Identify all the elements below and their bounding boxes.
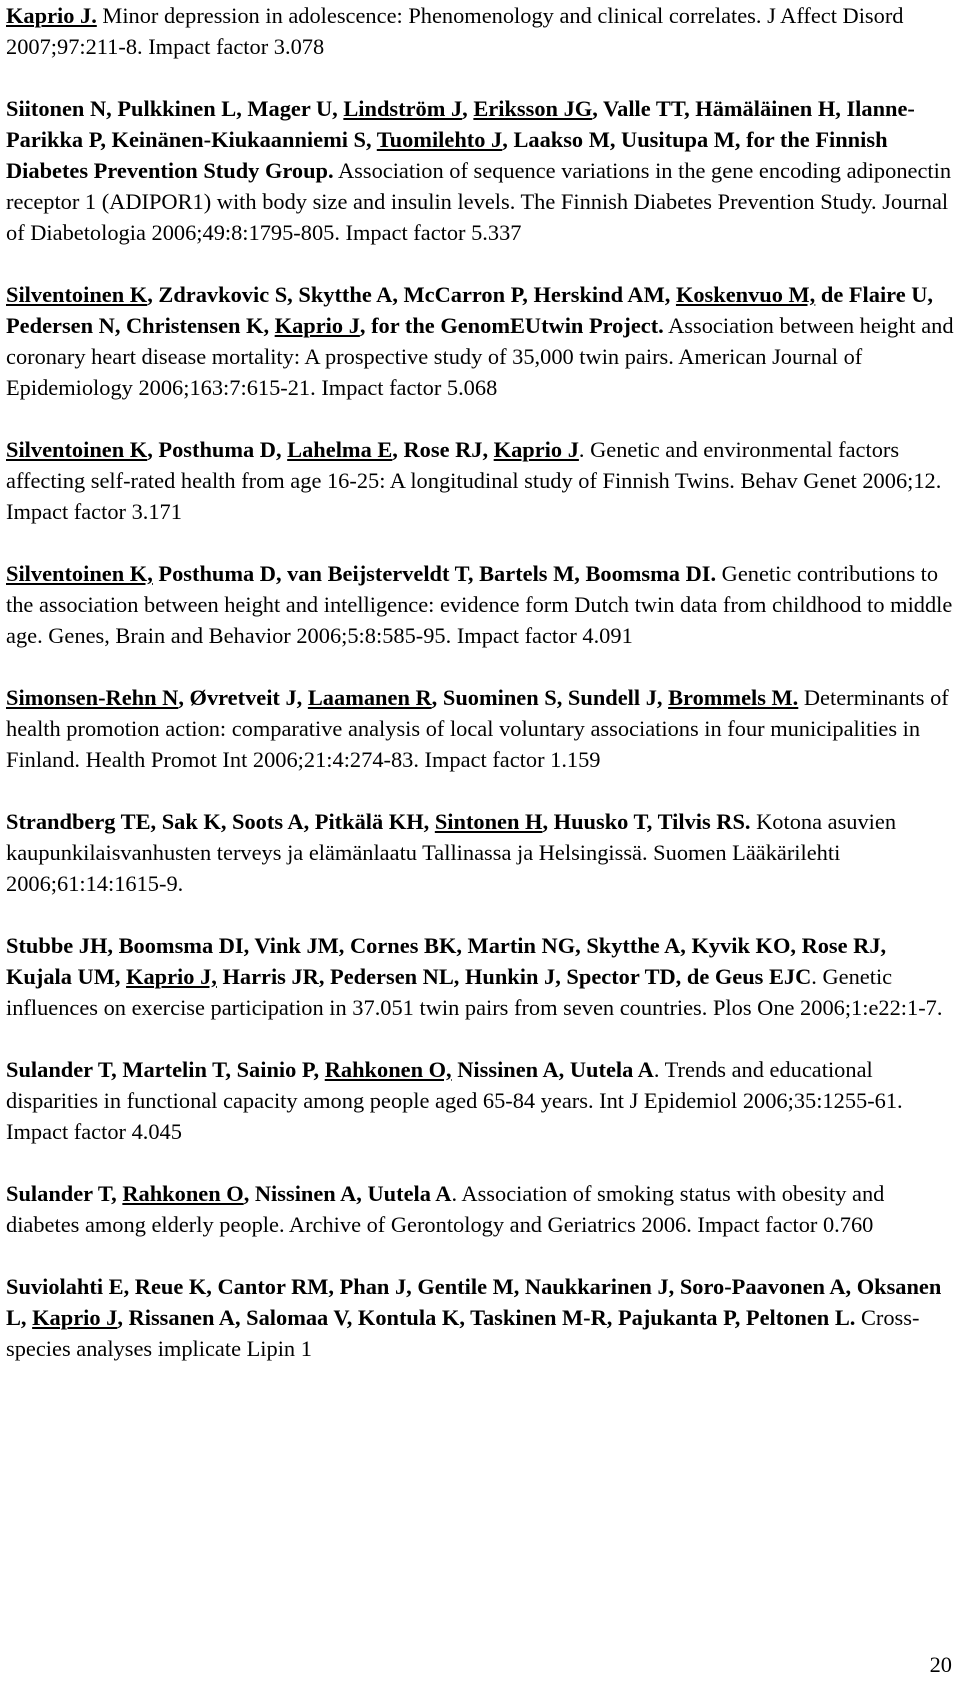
reference-entry	[6, 1178, 954, 1240]
citation-text: . Genetic and environmental factors affecting self-rated health from age 16-25: A longitudinal study of Finnish Twins. Behav Genet 2006;12. Impact factor 3.171	[6, 437, 942, 524]
author-name-underlined: Silventoinen K,	[6, 561, 153, 586]
citation-text: Minor depression in adolescence: Phenomenology and clinical correlates. J Affect Disord 2007;97:211-8. Impact factor 3.078	[6, 3, 904, 59]
reference-entry	[6, 1271, 954, 1364]
authors-text: Harris JR, Pedersen NL, Hunkin J, Spector TD, de Geus EJC	[216, 964, 812, 989]
authors-text: , Valle TT, Hämäläinen H, Ilanne-Parikka P, Keinänen-Kiukaanniemi S,	[6, 96, 915, 152]
reference-entry	[6, 930, 954, 1023]
author-name-underlined: Kaprio J	[32, 1305, 118, 1330]
citation-text: Kotona asuvien kaupunkilaisvanhusten terveys ja elämänlaatu Tallinassa ja Helsingissä. Suomen Lääkärilehti 2006;61:14:1615-9.	[6, 809, 897, 896]
authors-text: , Huusko T, Tilvis RS.	[542, 809, 751, 834]
reference-entry	[6, 682, 954, 775]
reference-entry	[6, 434, 954, 527]
authors-text: Nissinen A, Uutela A	[451, 1057, 654, 1082]
author-name-underlined: Brommels M.	[668, 685, 799, 710]
reference-list	[6, 0, 954, 1395]
reference-entry	[6, 806, 954, 899]
authors-text: , Laakso M, Uusitupa M, for the Finnish Diabetes Prevention Study Group.	[6, 127, 888, 183]
reference-entry	[6, 0, 954, 62]
authors-text: , for the GenomEUtwin Project.	[359, 313, 664, 338]
author-name-underlined: Kaprio J	[493, 437, 579, 462]
authors-text: , Øvretveit J,	[178, 685, 308, 710]
authors-text: Siitonen N, Pulkkinen L, Mager U,	[6, 96, 344, 121]
citation-text: . Trends and educational disparities in functional capacity among people aged 65-84 years. Int J Epidemiol 2006;35:1255-61. Impact factor 4.045	[6, 1057, 903, 1144]
author-name-underlined: Eriksson JG	[473, 96, 593, 121]
author-name-underlined: Kaprio J.	[6, 3, 97, 28]
authors-text: Strandberg TE, Sak K, Soots A, Pitkälä KH,	[6, 809, 435, 834]
author-name-underlined: Koskenvuo M,	[675, 282, 816, 307]
citation-text: . Genetic influences on exercise participation in 37.051 twin pairs from seven countries. Plos One 2006;1:e22:1-7.	[6, 964, 943, 1020]
authors-text: de Flaire U, Pedersen N, Christensen K,	[6, 282, 934, 338]
authors-text: , Rissanen A, Salomaa V, Kontula K, Taskinen M-R, Pajukanta P, Peltonen L.	[117, 1305, 856, 1330]
authors-text: , Suominen S, Sundell J,	[431, 685, 669, 710]
author-name-underlined: Lindström J	[343, 96, 463, 121]
author-name-underlined: Sintonen H	[434, 809, 543, 834]
citation-text: . Association of smoking status with obesity and diabetes among elderly people. Archive of Gerontology and Geriatrics 2006. Impact factor 0.760	[6, 1181, 885, 1237]
author-name-underlined: Tuomilehto J	[376, 127, 503, 152]
citation-text: Cross-species analyses implicate Lipin 1	[6, 1305, 920, 1361]
author-name-underlined: Kaprio J	[274, 313, 360, 338]
authors-text: Sulander T, Martelin T, Sainio P,	[6, 1057, 325, 1082]
citation-text: Genetic contributions to the association between height and intelligence: evidence form Dutch twin data from childhood to middle age. Genes, Brain and Behavior 2006;5:8:585-95. Impact factor 4.091	[6, 561, 953, 648]
author-name-underlined: Rahkonen O	[122, 1181, 244, 1206]
reference-entry	[6, 279, 954, 403]
authors-text: , Zdravkovic S, Skytthe A, McCarron P, Herskind AM,	[147, 282, 676, 307]
citation-text: Association of sequence variations in the gene encoding adiponectin receptor 1 (ADIPOR1) with body size and insulin levels. The Finnish Diabetes Prevention Study. Journal of Diabetologia 2006;49:8:1795-805. Impact factor 5.337	[6, 158, 952, 245]
authors-text: ,	[462, 96, 474, 121]
authors-text: Suviolahti E, Reue K, Cantor RM, Phan J, Gentile M, Naukkarinen J, Soro-Paavonen A, Oksanen L,	[6, 1274, 942, 1330]
author-name-underlined: Silventoinen K	[6, 437, 148, 462]
reference-entry	[6, 558, 954, 651]
authors-text: Stubbe JH, Boomsma DI, Vink JM, Cornes BK, Martin NG, Skytthe A, Kyvik KO, Rose RJ, Kujala UM,	[6, 933, 887, 989]
author-name-underlined: Silventoinen K	[6, 282, 148, 307]
authors-text: , Nissinen A, Uutela A	[243, 1181, 452, 1206]
page-number: 20	[929, 1652, 952, 1677]
authors-text: , Posthuma D,	[147, 437, 288, 462]
author-name-underlined: Kaprio J,	[126, 964, 217, 989]
authors-text: Posthuma D, van Beijsterveldt T, Bartels M, Boomsma DI.	[152, 561, 717, 586]
citation-text: Determinants of health promotion action: comparative analysis of local voluntary associations in four municipalities in Finland. Health Promot Int 2006;21:4:274-83. Impact factor 1.159	[6, 685, 949, 772]
author-name-underlined: Lahelma E	[287, 437, 393, 462]
author-name-underlined: Laamanen R	[307, 685, 432, 710]
citation-text: Association between height and coronary heart disease mortality: A prospective study of 35,000 twin pairs. American Journal of Epidemiology 2006;163:7:615-21. Impact factor 5.068	[6, 313, 954, 400]
reference-entry	[6, 93, 954, 248]
author-name-underlined: Rahkonen O,	[324, 1057, 452, 1082]
authors-text: , Rose RJ,	[392, 437, 494, 462]
author-name-underlined: Simonsen-Rehn N	[6, 685, 179, 710]
authors-text: Sulander T,	[6, 1181, 123, 1206]
reference-entry	[6, 1054, 954, 1147]
